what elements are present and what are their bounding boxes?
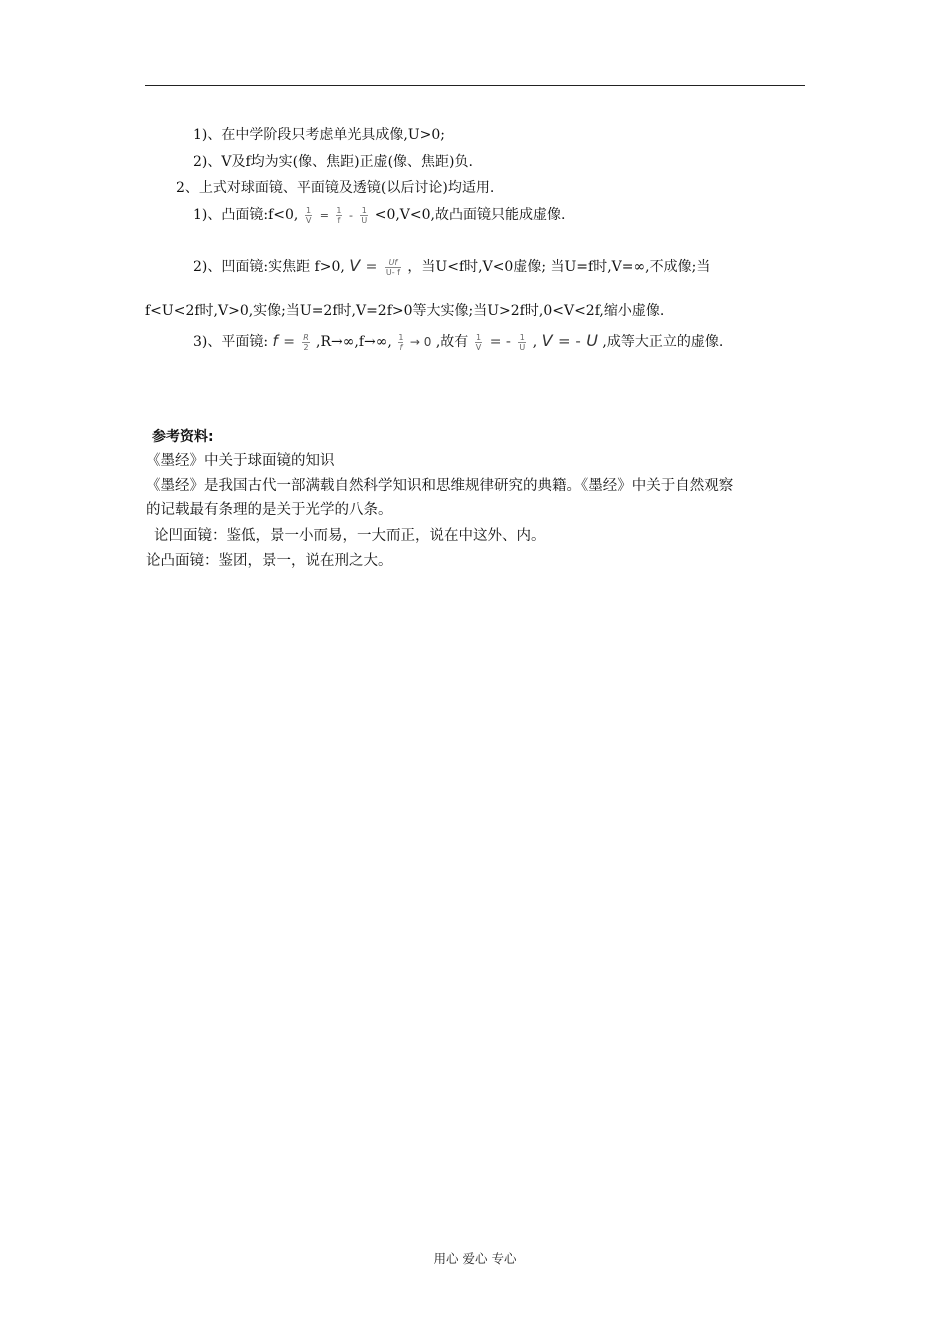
- math-comma: ,: [532, 334, 538, 350]
- convex-prefix: 1)、凸面镜:f<0,: [193, 207, 299, 223]
- reference-paragraph-line-1: 《墨经》是我国古代一部满载自然科学知识和思维规律研究的典籍。《墨经》中关于自然观察: [146, 478, 734, 494]
- plane-prefix: 3)、平面镜:: [193, 334, 269, 350]
- equals-minus-sign: = -: [489, 334, 511, 350]
- frac-1-over-U: $\frac{1}{U}$: [519, 332, 526, 352]
- line-plane-mirror: [193, 331, 723, 352]
- line-convex-mirror: [193, 205, 565, 226]
- frac-1-over-U: $\frac{1}{U}$: [361, 205, 368, 225]
- plane-suffix: ,成等大正立的虚像.: [602, 334, 724, 350]
- math-V: V: [541, 331, 553, 350]
- line-3: 2、上式对球面镜、平面镜及透镜(以后讨论)均适用.: [176, 180, 495, 196]
- header-rule: [145, 85, 805, 86]
- equals-sign: =: [365, 259, 378, 275]
- convex-suffix: <0,V<0,故凸面镜只能成虚像.: [374, 207, 566, 223]
- equals-sign: =: [283, 334, 296, 350]
- line-concave-cases: f<U<2f时,V>0,实像;当U=2f时,V=2f>0等大实像;当U>2f时,0<V<2f,缩小虚像.: [145, 303, 665, 319]
- reference-title: 参考资料:: [152, 429, 214, 445]
- reference-heading: 《墨经》中关于球面镜的知识: [146, 453, 335, 469]
- reference-paragraph-line-2: 的记载最有条理的是关于光学的八条。: [146, 502, 393, 518]
- frac-1-over-f: $\frac{1}{f}$: [398, 332, 404, 352]
- concave-suffix: ，当U<f时,V<0虚像; 当U=f时,V=∞,不成像;当: [407, 259, 711, 275]
- plane-mid-1: ,R→∞,f→∞,: [316, 334, 392, 350]
- math-V: V: [349, 256, 361, 275]
- math-f: f: [272, 332, 278, 350]
- page-footer: 用心 爱心 专心: [433, 1251, 517, 1266]
- reference-concave-note: 论凹面镜：鉴低，景一小而易，一大而正，说在中这外、内。: [154, 528, 546, 544]
- plane-mid-2: ,故有: [435, 334, 469, 350]
- frac-R-over-2: $\frac{R}{2}$: [303, 332, 309, 352]
- frac-Uf-over-U-minus-f: $\frac{Uf}{U- f}$: [385, 257, 400, 277]
- math-U: U: [586, 331, 598, 350]
- equals-minus-sign: = -: [558, 332, 581, 350]
- minus-sign: -: [348, 209, 353, 222]
- arrow-to-zero: → 0: [409, 335, 432, 349]
- line-2: 2)、V及f均为实(像、焦距)正虚(像、焦距)负.: [193, 154, 473, 170]
- frac-1-over-V: $\frac{1}{V}$: [305, 205, 312, 225]
- line-1: 1)、在中学阶段只考虑单光具成像,U>0;: [193, 127, 445, 143]
- line-concave-mirror: [193, 256, 710, 277]
- concave-prefix: 2)、凹面镜:实焦距 f>0,: [193, 259, 345, 275]
- reference-convex-note: 论凸面镜：鉴团，景一，说在刑之大。: [146, 553, 393, 569]
- equals-sign: =: [319, 209, 329, 222]
- frac-1-over-V: $\frac{1}{V}$: [475, 332, 482, 352]
- frac-1-over-f: $\frac{1}{f}$: [336, 205, 342, 225]
